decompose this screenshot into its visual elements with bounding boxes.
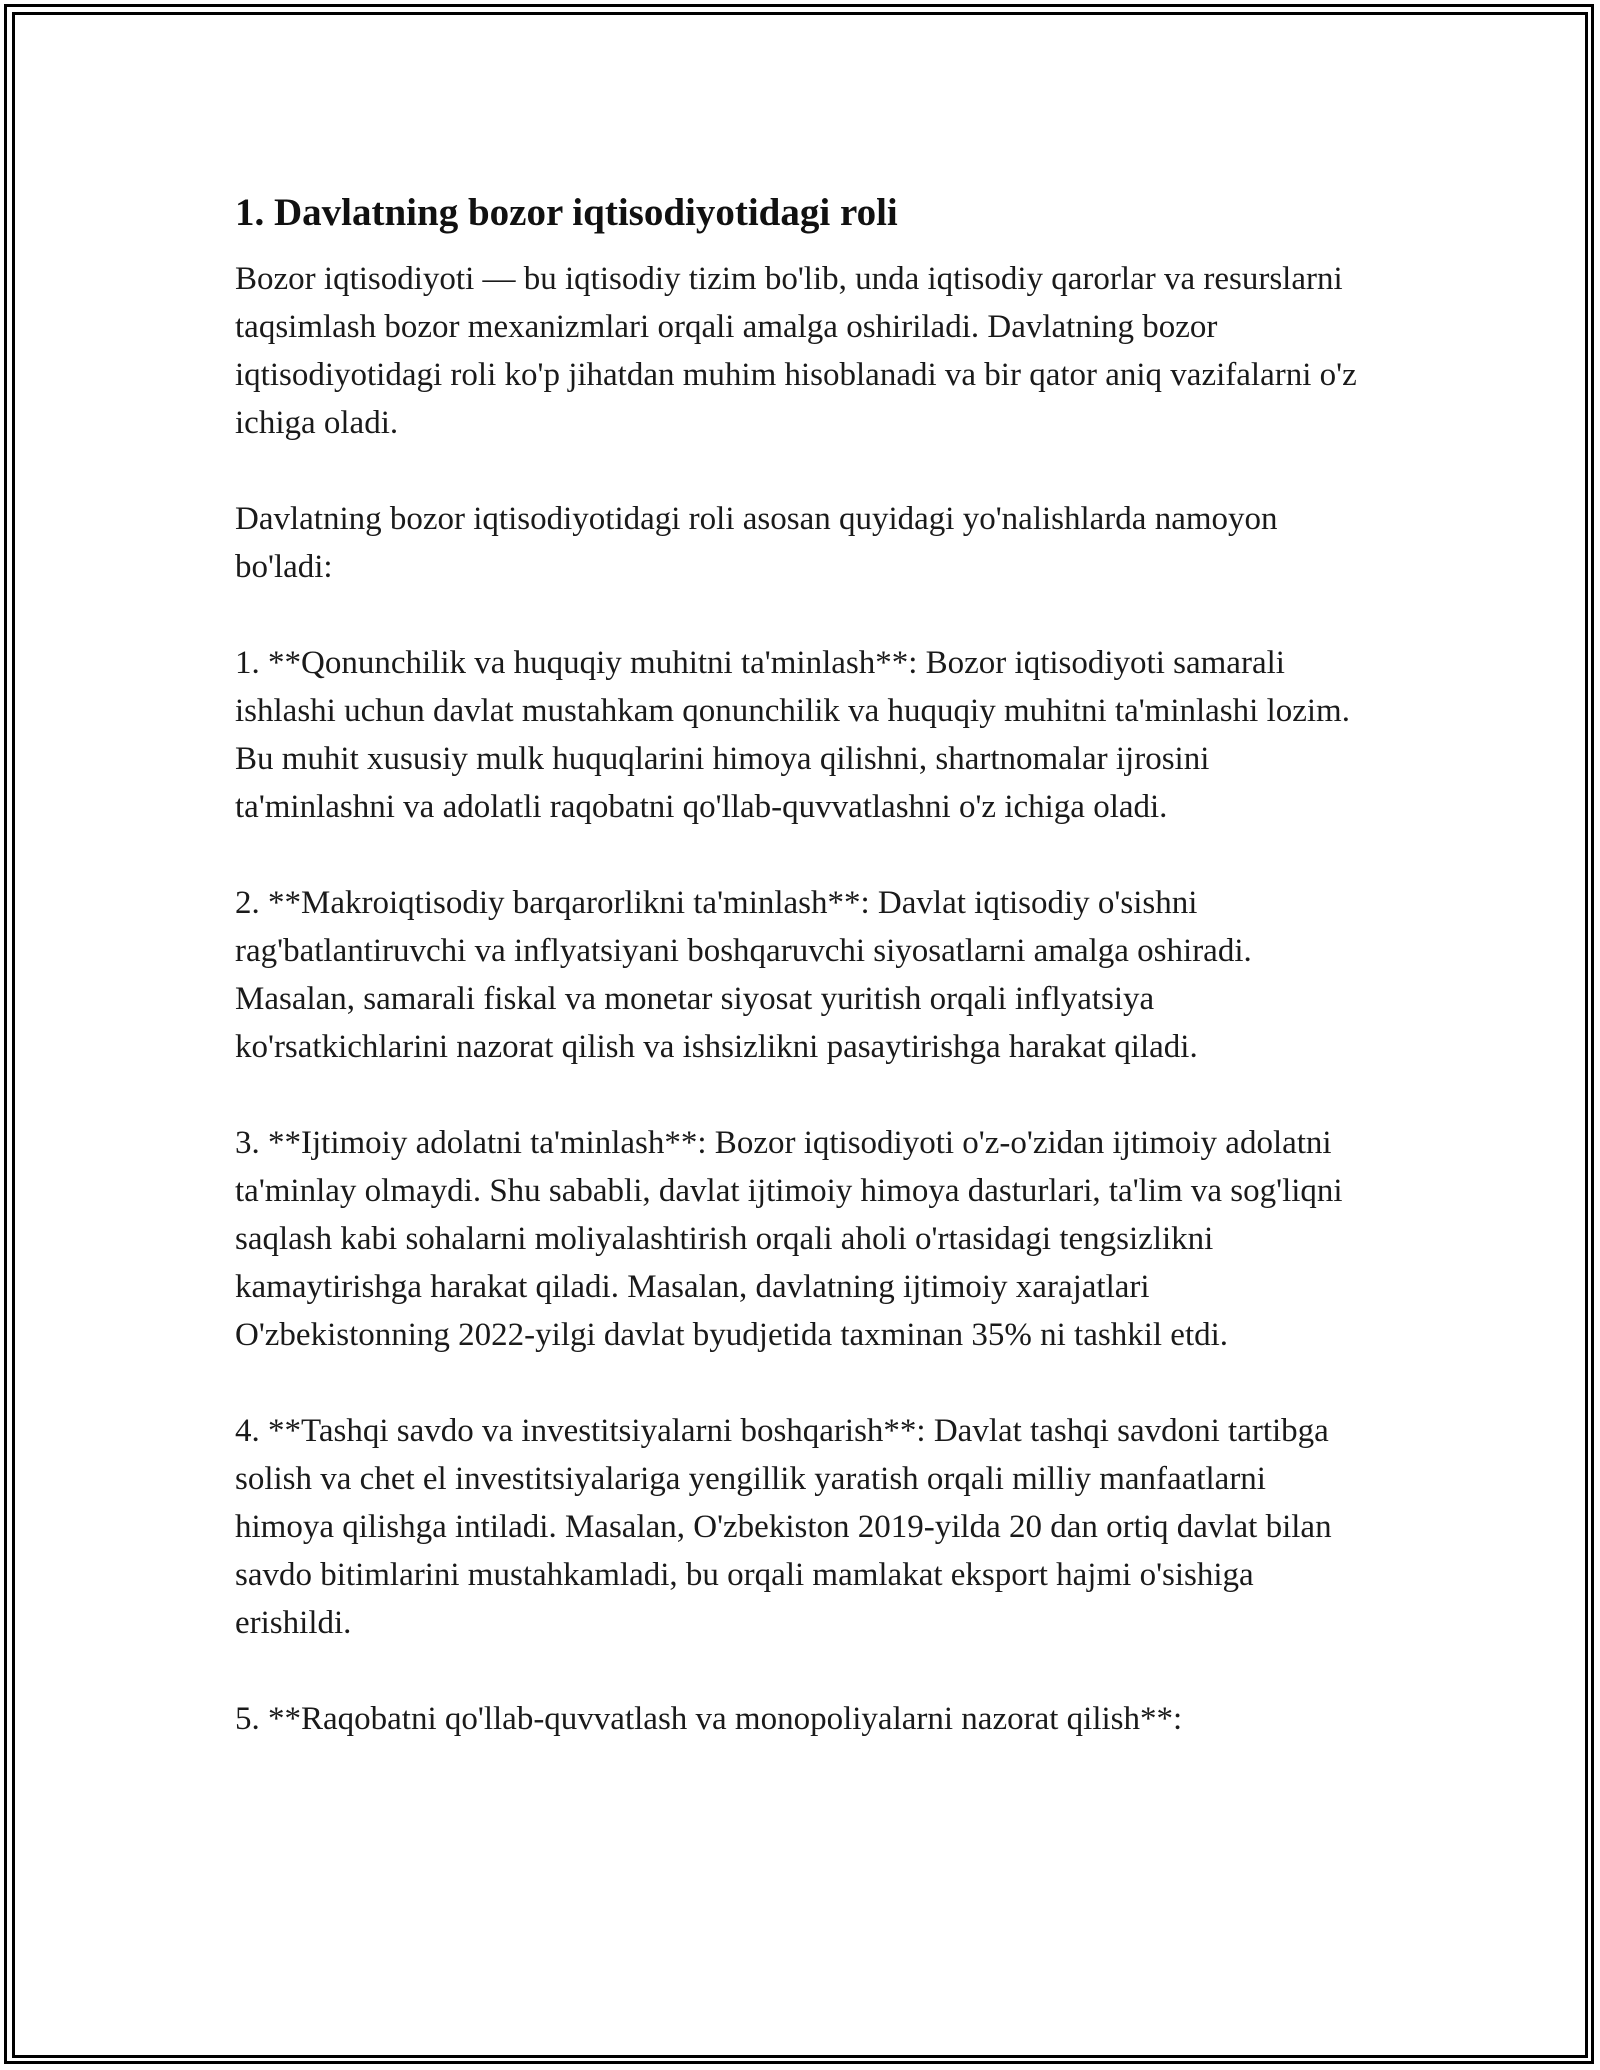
- list-item-foreign-trade: 4. **Tashqi savdo va investitsiyalarni boshqarish**: Davlat tashqi savdoni tartibga solish va chet el investitsiyalariga yengillik yaratish orqali milliy manfaatlarni himoya qilishga intiladi. Masalan, O'zbekiston 2019-yilda 20 dan ortiq davlat bilan savdo bitimlarini mustahkamladi, bu orqali mamlakat eksport hajmi o'sishiga erishildi.: [235, 1413, 1332, 1641]
- list-item-macroeconomic-stability: 2. **Makroiqtisodiy barqarorlikni ta'minlash**: Davlat iqtisodiy o'sishni rag'batlantiruvchi va inflyatsiyani boshqaruvchi siyosatlarni amalga oshiradi. Masalan, samarali fiskal va monetar siyosat yuritish orqali inflyatsiya ko'rsatkichlarini nazorat qilish va ishsizlikni pasaytirishga harakat qiladi.: [235, 885, 1252, 1065]
- list-item-competition: 5. **Raqobatni qo'llab-quvvatlash va monopoliyalarni nazorat qilish**:: [235, 1701, 1183, 1737]
- paragraph-directions-intro: Davlatning bozor iqtisodiyotidagi roli asosan quyidagi yo'nalishlarda namoyon bo'ladi:: [235, 501, 1278, 585]
- paragraph-intro: Bozor iqtisodiyoti — bu iqtisodiy tizim bo'lib, unda iqtisodiy qarorlar va resurslarni taqsimlash bozor mexanizmlari orqali amalga oshiriladi. Davlatning bozor iqtisodiyotidagi roli ko'p jihatdan muhim hisoblanadi va bir qator aniq vazifalarni o'z ichiga oladi.: [235, 261, 1357, 441]
- document-body: [235, 185, 1365, 1743]
- list-item-social-justice: 3. **Ijtimoiy adolatni ta'minlash**: Bozor iqtisodiyoti o'z-o'zidan ijtimoiy adolatni ta'minlay olmaydi. Shu sababli, davlat ijtimoiy himoya dasturlari, ta'lim va sog'liqni saqlash kabi sohalarni moliyalashtirish orqali aholi o'rtasidagi tengsizlikni kamaytirishga harakat qiladi. Masalan, davlatning ijtimoiy xarajatlari O'zbekistonning 2022-yilgi davlat byudjetida taxminan 35% ni tashkil etdi.: [235, 1125, 1343, 1353]
- list-item-legal-environment: 1. **Qonunchilik va huquqiy muhitni ta'minlash**: Bozor iqtisodiyoti samarali ishlashi uchun davlat mustahkam qonunchilik va huquqiy muhitni ta'minlashi lozim. Bu muhit xususiy mulk huquqlarini himoya qilishni, shartnomalar ijrosini ta'minlashni va adolatli raqobatni qo'llab-quvvatlashni o'z ichiga oladi.: [235, 645, 1350, 825]
- document-title: 1. Davlatning bozor iqtisodiyotidagi roli: [235, 191, 898, 234]
